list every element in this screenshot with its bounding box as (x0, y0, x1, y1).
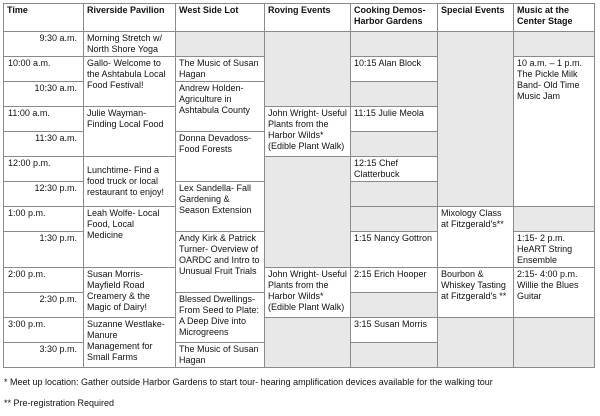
time-cell: 11:30 a.m. (4, 132, 84, 157)
riverside-westlake: Suzanne Westlake- Manure Management for Small Farms (84, 318, 176, 368)
time-cell: 2:30 p.m. (4, 293, 84, 318)
time-cell: 12:00 p.m. (4, 157, 84, 182)
cooking-smorris: 3:15 Susan Morris (351, 318, 438, 343)
music-heart: 1:15- 2 p.m. HeART String Ensemble (514, 232, 595, 268)
cooking-empty (351, 82, 438, 107)
header-westside: West Side Lot (176, 4, 265, 32)
special-empty (438, 32, 514, 207)
roving-empty (265, 318, 351, 368)
riverside-wayman: Julie Wayman- Finding Local Food (84, 107, 176, 157)
time-cell: 9:30 a.m. (4, 32, 84, 57)
westside-blessed: Blessed Dwellings- From Seed to Plate: A Deep Dive into Microgreens (176, 293, 265, 343)
music-willie: 2:15- 4:00 p.m. Willie the Blues Guitar (514, 268, 595, 318)
time-cell: 10:30 a.m. (4, 82, 84, 107)
roving-empty (265, 32, 351, 107)
cooking-empty (351, 32, 438, 57)
header-cooking: Cooking Demos-Harbor Gardens (351, 4, 438, 32)
roving-walk: John Wright- Useful Plants from the Harbor Wilds* (Edible Plant Walk) (265, 268, 351, 318)
westside-devadoss: Donna Devadoss- Food Forests (176, 132, 265, 182)
table-row (4, 32, 595, 57)
riverside-morris: Susan Morris- Mayfield Road Creamery & the Magic of Dairy! (84, 268, 176, 318)
special-mixology: Mixology Class at Fitzgerald's** (438, 207, 514, 268)
riverside-yoga: Morning Stretch w/ North Shore Yoga (84, 32, 176, 57)
cooking-empty (351, 343, 438, 368)
cooking-block: 10:15 Alan Block (351, 57, 438, 82)
table-row (4, 268, 595, 293)
schedule-table (3, 3, 595, 368)
header-special: Special Events (438, 4, 514, 32)
header-roving: Roving Events (265, 4, 351, 32)
time-cell: 11:00 a.m. (4, 107, 84, 132)
time-cell: 12:30 p.m. (4, 182, 84, 207)
time-cell: 1:30 p.m. (4, 232, 84, 268)
header-row (4, 4, 595, 32)
time-cell: 3:30 p.m. (4, 343, 84, 368)
cooking-gottron: 1:15 Nancy Gottron (351, 232, 438, 268)
music-empty (514, 207, 595, 232)
time-cell: 10:00 a.m. (4, 57, 84, 82)
header-riverside: Riverside Pavilion (84, 4, 176, 32)
riverside-lunch: Lunchtime- Find a food truck or local restaurant to enjoy! (84, 157, 176, 207)
special-bourbon: Bourbon & Whiskey Tasting at Fitzgerald's ** (438, 268, 514, 318)
riverside-wolfe: Leah Wolfe- Local Food, Local Medicine (84, 207, 176, 268)
header-music: Music at the Center Stage (514, 4, 595, 32)
music-empty (514, 32, 595, 57)
westside-hagan: The Music of Susan Hagan (176, 343, 265, 368)
westside-kirk: Andy Kirk & Patrick Turner- Overview of OARDC and Intro to Unusual Fruit Trials (176, 232, 265, 293)
music-empty (514, 318, 595, 368)
roving-walk: John Wright- Useful Plants from the Harbor Wilds* (Edible Plant Walk) (265, 107, 351, 157)
cooking-empty (351, 182, 438, 207)
cooking-empty (351, 132, 438, 157)
table-row (4, 318, 595, 343)
roving-empty (265, 157, 351, 268)
cooking-empty (351, 207, 438, 232)
header-time: Time (4, 4, 84, 32)
westside-hagan: The Music of Susan Hagan (176, 57, 265, 82)
special-empty (438, 318, 514, 368)
westside-sandella: Lex Sandella- Fall Gardening & Season Extension (176, 182, 265, 232)
westside-empty (176, 32, 265, 57)
time-cell: 3:00 p.m. (4, 318, 84, 343)
footnote-walk: * Meet up location: Gather outside Harbor Gardens to start tour- hearing amplification devices available for the walking tour (4, 377, 493, 387)
footnote-registration: ** Pre-registration Required (4, 398, 115, 408)
cooking-empty (351, 293, 438, 318)
time-cell: 1:00 p.m. (4, 207, 84, 232)
cooking-meola: 11:15 Julie Meola (351, 107, 438, 132)
cooking-hooper: 2:15 Erich Hooper (351, 268, 438, 293)
riverside-gallo: Gallo- Welcome to the Ashtabula Local Food Festival! (84, 57, 176, 107)
time-cell: 2:00 p.m. (4, 268, 84, 293)
westside-holden: Andrew Holden- Agriculture in Ashtabula County (176, 82, 265, 132)
cooking-clatterbuck: 12:15 Chef Clatterbuck (351, 157, 438, 182)
music-picklemilk: 10 a.m. – 1 p.m. The Pickle Milk Band- Old Time Music Jam (514, 57, 595, 207)
